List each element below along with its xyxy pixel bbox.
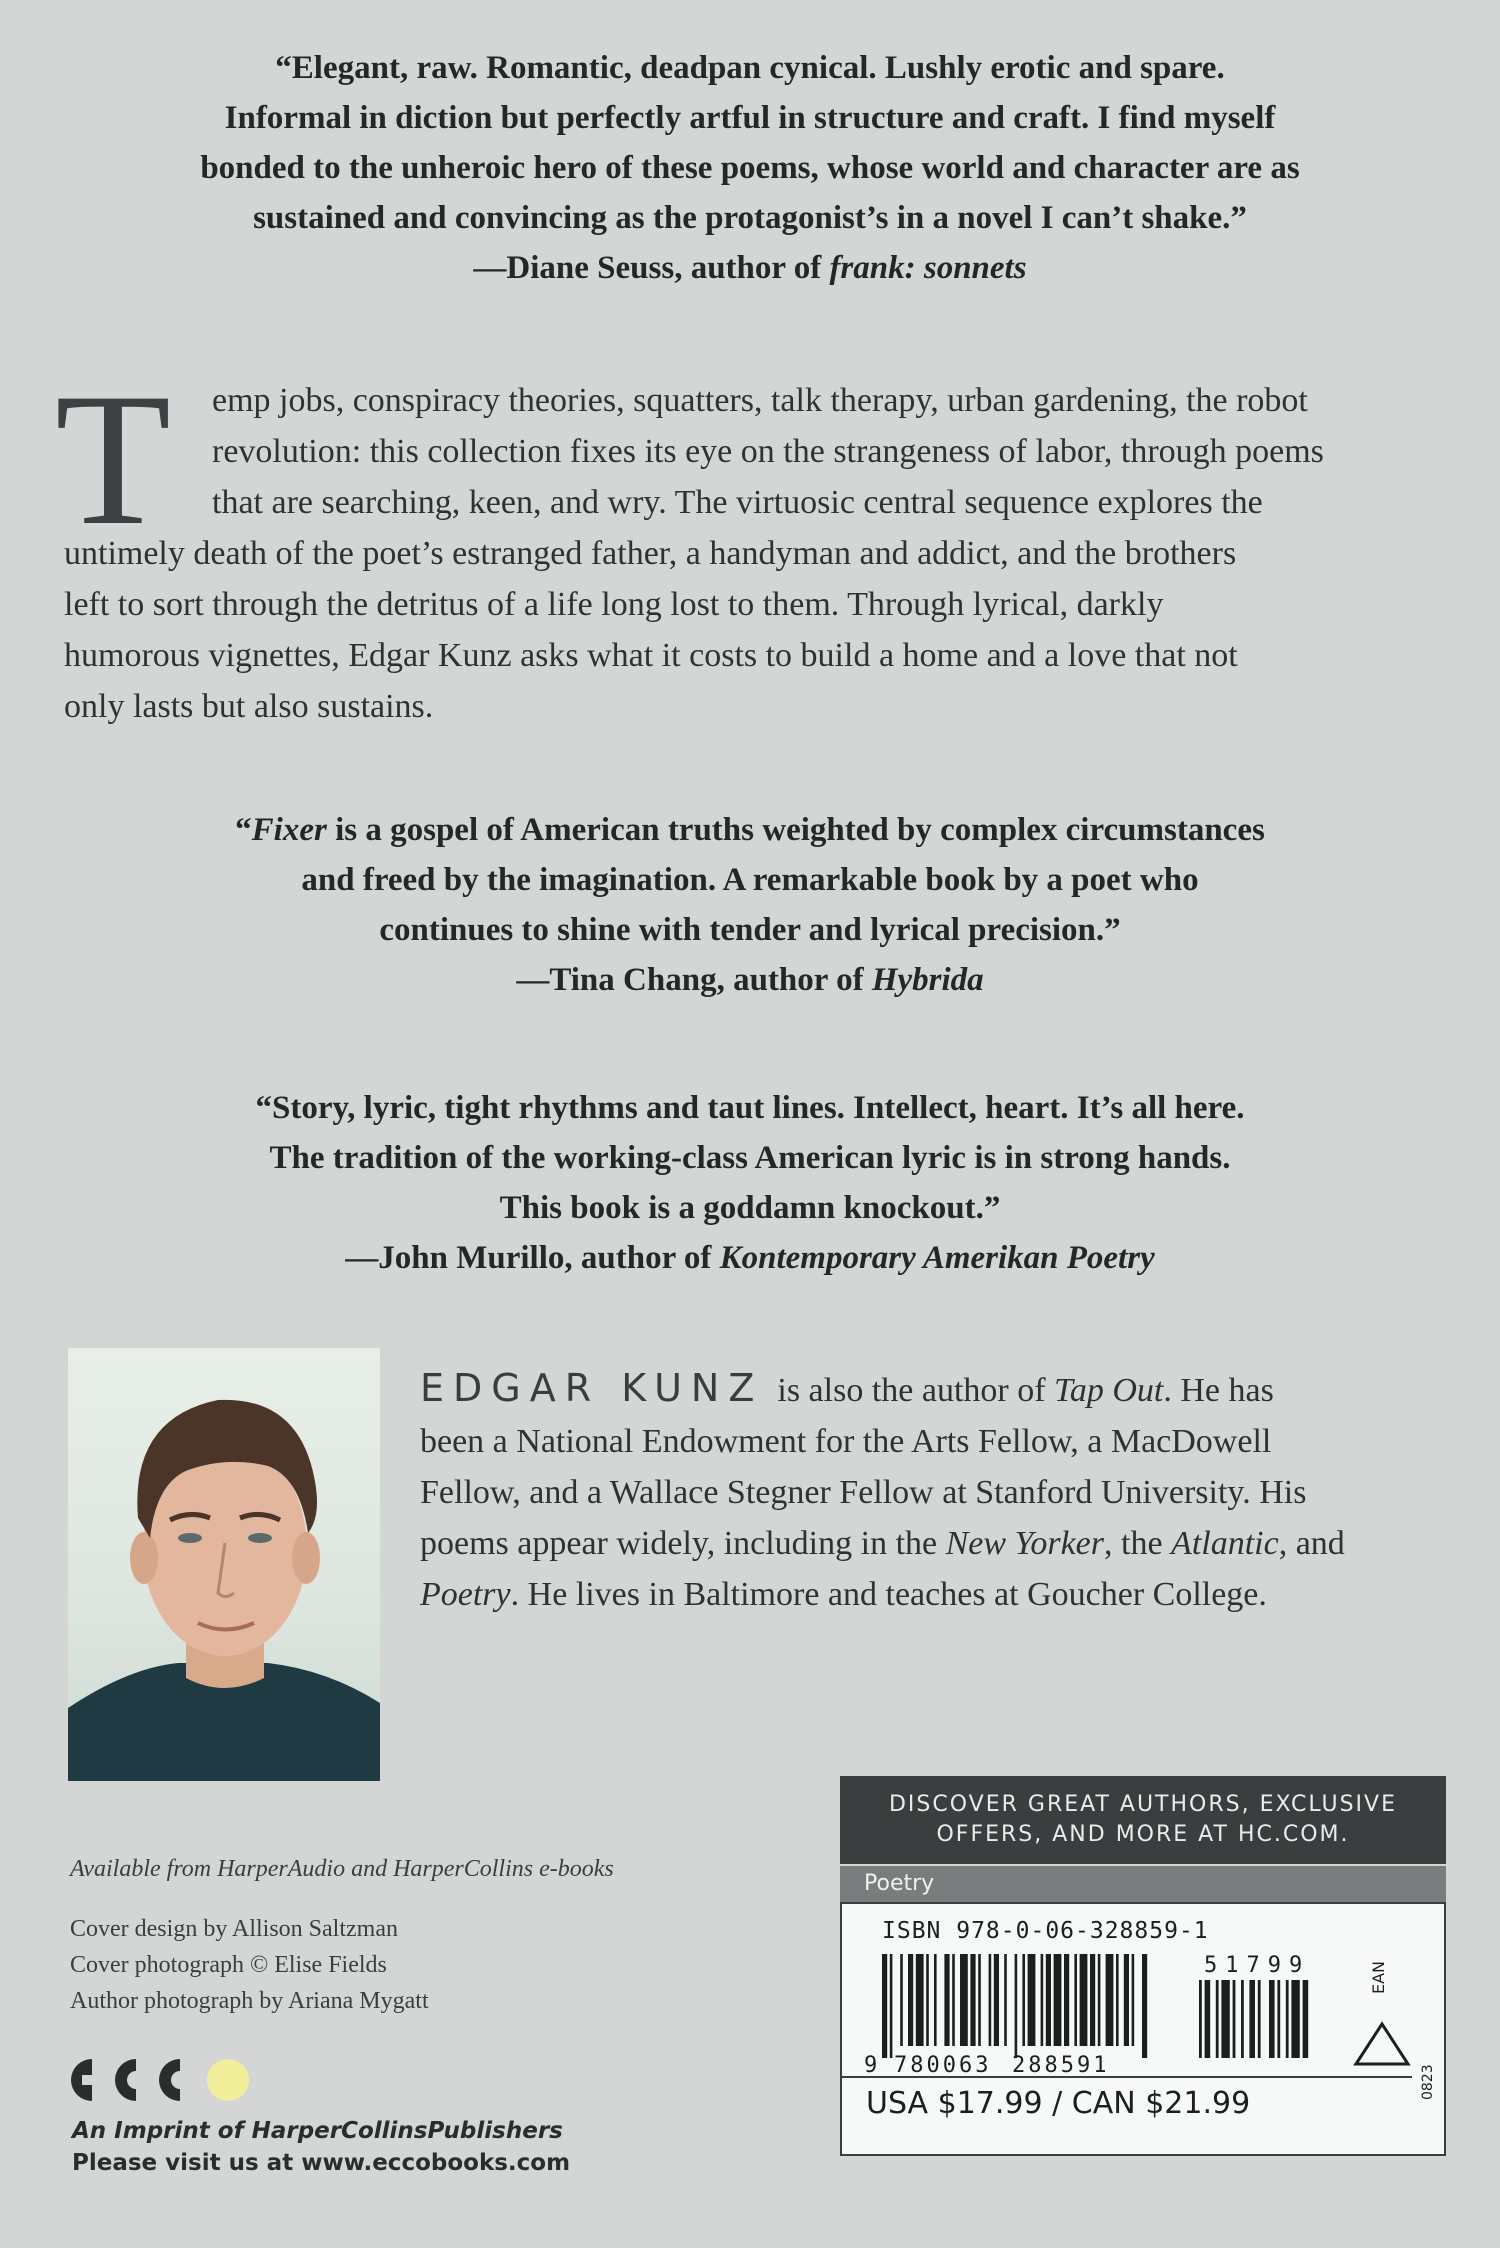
blurb-line: The tradition of the working-class American lyric is in strong hands. bbox=[269, 1140, 1231, 1176]
barcode-bar bbox=[1028, 1954, 1036, 2046]
category-label: Poetry bbox=[840, 1866, 1446, 1902]
blurb-line: Informal in diction but perfectly artful in structure and craft. I find myself bbox=[224, 100, 1276, 136]
barcode-bar bbox=[890, 1954, 893, 2058]
barcode-digits-left: 780063 bbox=[894, 2053, 992, 2074]
blurb-diane-seuss bbox=[0, 43, 1500, 293]
addon-bar bbox=[1205, 1980, 1211, 2058]
addon-bar bbox=[1277, 1980, 1280, 2058]
description-line: left to sort through the detritus of a life long lost to them. Through lyrical, darkly bbox=[64, 586, 1164, 623]
description-line: only lasts but also sustains. bbox=[64, 688, 434, 725]
imprint-text: An Imprint of HarperCollins bbox=[72, 2118, 428, 2144]
bio-text: . He has bbox=[1163, 1372, 1274, 1409]
isbn-number: ISBN 978-0-06-328859-1 bbox=[882, 1918, 1209, 1944]
blurb-line: and freed by the imagination. A remarkable book by a poet who bbox=[301, 862, 1199, 898]
barcode-panel bbox=[840, 1902, 1446, 2156]
addon-bar bbox=[1233, 1980, 1236, 2058]
blurb-line: bonded to the unheroic hero of these poems, whose world and character are as bbox=[200, 150, 1300, 186]
cover-design-credit: Cover design by Allison Saltzman bbox=[70, 1916, 398, 1942]
promo-line: OFFERS, AND MORE AT HC.COM. bbox=[936, 1822, 1350, 1847]
blurb-tina-chang bbox=[0, 805, 1500, 1005]
barcode-bar bbox=[916, 1954, 924, 2046]
blurb-line: sustained and convincing as the protagonist’s in a novel I can’t shake.” bbox=[253, 200, 1247, 236]
barcode-bar bbox=[1064, 1954, 1069, 2046]
barcode-bar bbox=[900, 1954, 903, 2046]
blurb-attribution bbox=[0, 243, 1500, 293]
bio-text: poems appear widely, including in the bbox=[420, 1525, 946, 1562]
cover-photo-credit: Cover photograph © Elise Fields bbox=[70, 1952, 387, 1978]
book-title-tap-out: Tap Out bbox=[1054, 1372, 1164, 1409]
imprint-text: Publishers bbox=[427, 2118, 563, 2144]
promo-line: DISCOVER GREAT AUTHORS, EXCLUSIVE bbox=[888, 1792, 1397, 1817]
price: USA $17.99 / CAN $21.99 bbox=[866, 2086, 1251, 2121]
bio-line: Fellow, and a Wallace Stegner Fellow at Stanford University. His bbox=[420, 1474, 1307, 1511]
barcode-bar bbox=[1054, 1954, 1062, 2046]
author-photo bbox=[68, 1348, 380, 1781]
addon-bar bbox=[1269, 1980, 1275, 2058]
barcode-bar bbox=[1098, 1954, 1101, 2046]
bio-line bbox=[420, 1518, 1450, 1569]
blurb-line: This book is a goddamn knockout.” bbox=[499, 1190, 1001, 1226]
blurb-line: “Elegant, raw. Romantic, deadpan cynical. Lushly erotic and spare. bbox=[275, 50, 1225, 86]
open-quote: “ bbox=[235, 812, 252, 848]
blurb-john-murillo bbox=[0, 1083, 1500, 1283]
blurb-attribution bbox=[0, 955, 1500, 1005]
barcode-bar bbox=[882, 1954, 887, 2058]
description-line: untimely death of the poet’s estranged father, a handyman and addict, and the brothers bbox=[64, 535, 1237, 572]
barcode-bar bbox=[1022, 1954, 1025, 2046]
barcode-bar bbox=[908, 1954, 913, 2046]
author-portrait-illustration bbox=[68, 1348, 380, 1781]
attribution-book-title: Hybrida bbox=[871, 962, 984, 998]
barcode-box bbox=[840, 1776, 1446, 2156]
addon-bar bbox=[1286, 1980, 1289, 2058]
barcode-bar bbox=[1004, 1954, 1007, 2046]
publication-poetry: Poetry bbox=[420, 1576, 511, 1613]
price-code: 51799 bbox=[1204, 1954, 1311, 1978]
publisher-website: Please visit us at www.eccobooks.com bbox=[72, 2150, 571, 2176]
author-bio bbox=[420, 1363, 1450, 1620]
attribution-book-title: Kontemporary Amerikan Poetry bbox=[719, 1240, 1155, 1276]
bio-text: is also the author of bbox=[777, 1372, 1055, 1409]
price-divider bbox=[842, 2076, 1412, 2078]
publication-new-yorker: New Yorker bbox=[945, 1525, 1104, 1562]
author-name: EDGAR KUNZ bbox=[420, 1366, 764, 1410]
attribution-book-title: frank: sonnets bbox=[829, 250, 1027, 286]
bio-line: been a National Endowment for the Arts Fellow, a MacDowell bbox=[420, 1423, 1272, 1460]
barcode-bar bbox=[994, 1954, 999, 2046]
bio-line bbox=[420, 1363, 1450, 1416]
ean-label: EAN bbox=[1369, 1960, 1388, 1994]
barcode-bar bbox=[1132, 1954, 1135, 2046]
addon-bar bbox=[1241, 1980, 1244, 2058]
ean-barcode-bars bbox=[882, 1954, 1147, 2058]
addon-bar bbox=[1303, 1980, 1309, 2058]
barcode-bar bbox=[960, 1954, 968, 2046]
barcode-bar bbox=[1074, 1954, 1077, 2046]
promo-banner bbox=[840, 1776, 1446, 1864]
price-addon-bars bbox=[1199, 1980, 1308, 2058]
availability-note: Available from HarperAudio and HarperCollins e-books bbox=[70, 1856, 614, 1882]
addon-bar bbox=[1199, 1980, 1202, 2058]
barcode-bar bbox=[926, 1954, 929, 2046]
barcode-bar bbox=[1124, 1954, 1129, 2046]
bio-text: , the bbox=[1104, 1525, 1172, 1562]
barcode-bar bbox=[1090, 1954, 1095, 2046]
drop-cap-letter: T bbox=[55, 355, 172, 565]
bio-line bbox=[420, 1569, 1450, 1620]
barcode-bar bbox=[1080, 1954, 1088, 2046]
bio-text: , and bbox=[1278, 1525, 1345, 1562]
attribution-prefix: —Diane Seuss, author of bbox=[473, 250, 822, 286]
triangle-icon bbox=[1356, 2024, 1408, 2064]
barcode-bar bbox=[944, 1954, 949, 2046]
attribution-prefix: —John Murillo, author of bbox=[345, 1240, 712, 1276]
addon-bar bbox=[1249, 1980, 1255, 2058]
barcode-graphic bbox=[864, 1954, 1424, 2074]
barcode-bar bbox=[1015, 1954, 1018, 2058]
imprint-line bbox=[72, 2115, 570, 2147]
barcode-bar bbox=[1046, 1954, 1051, 2046]
barcode-bar bbox=[1116, 1954, 1119, 2046]
attribution-prefix: —Tina Chang, author of bbox=[516, 962, 864, 998]
barcode-bar bbox=[1106, 1954, 1114, 2046]
addon-bar bbox=[1216, 1980, 1219, 2058]
ecco-logo bbox=[70, 2055, 270, 2110]
addon-bar bbox=[1221, 1980, 1229, 2058]
bio-text: . He lives in Baltimore and teaches at Goucher College. bbox=[510, 1576, 1267, 1613]
blurb-line-rest: is a gospel of American truths weighted by complex circumstances bbox=[326, 812, 1265, 848]
barcode-digit-lead: 9 bbox=[864, 2053, 878, 2074]
barcode-bar bbox=[989, 1954, 992, 2046]
description-line: that are searching, keen, and wry. The virtuosic central sequence explores the bbox=[212, 484, 1263, 521]
blurb-line: continues to shine with tender and lyrical precision.” bbox=[379, 912, 1121, 948]
addon-bar bbox=[1258, 1980, 1261, 2058]
imprint bbox=[72, 2115, 570, 2179]
barcode-bar bbox=[1142, 1954, 1147, 2058]
description-line: humorous vignettes, Edgar Kunz asks what it costs to build a home and a love that not bbox=[64, 637, 1238, 674]
blurb-line bbox=[0, 805, 1500, 855]
book-title-fixer: Fixer bbox=[251, 812, 327, 848]
blurb-attribution bbox=[0, 1233, 1500, 1283]
author-photo-credit: Author photograph by Ariana Mygatt bbox=[70, 1988, 429, 2014]
description-line: emp jobs, conspiracy theories, squatters, talk therapy, urban gardening, the robot bbox=[212, 382, 1308, 419]
barcode-digits-right: 288591 bbox=[1012, 2053, 1110, 2074]
barcode-bar bbox=[1041, 1954, 1044, 2046]
barcode-bar bbox=[934, 1954, 937, 2046]
publication-atlantic: Atlantic bbox=[1171, 1525, 1279, 1562]
book-description bbox=[64, 375, 1439, 732]
description-line: revolution: this collection fixes its eye on the strangeness of labor, through poems bbox=[212, 433, 1324, 470]
printer-code: 0823 bbox=[1420, 2064, 1436, 2100]
barcode-bar bbox=[970, 1954, 975, 2046]
addon-bar bbox=[1291, 1980, 1299, 2058]
barcode-bar bbox=[978, 1954, 981, 2046]
blurb-line: “Story, lyric, tight rhythms and taut lines. Intellect, heart. It’s all here. bbox=[255, 1090, 1245, 1126]
credits bbox=[70, 1856, 690, 2019]
barcode-bar bbox=[952, 1954, 955, 2046]
ecco-logo-mark bbox=[70, 2055, 270, 2105]
